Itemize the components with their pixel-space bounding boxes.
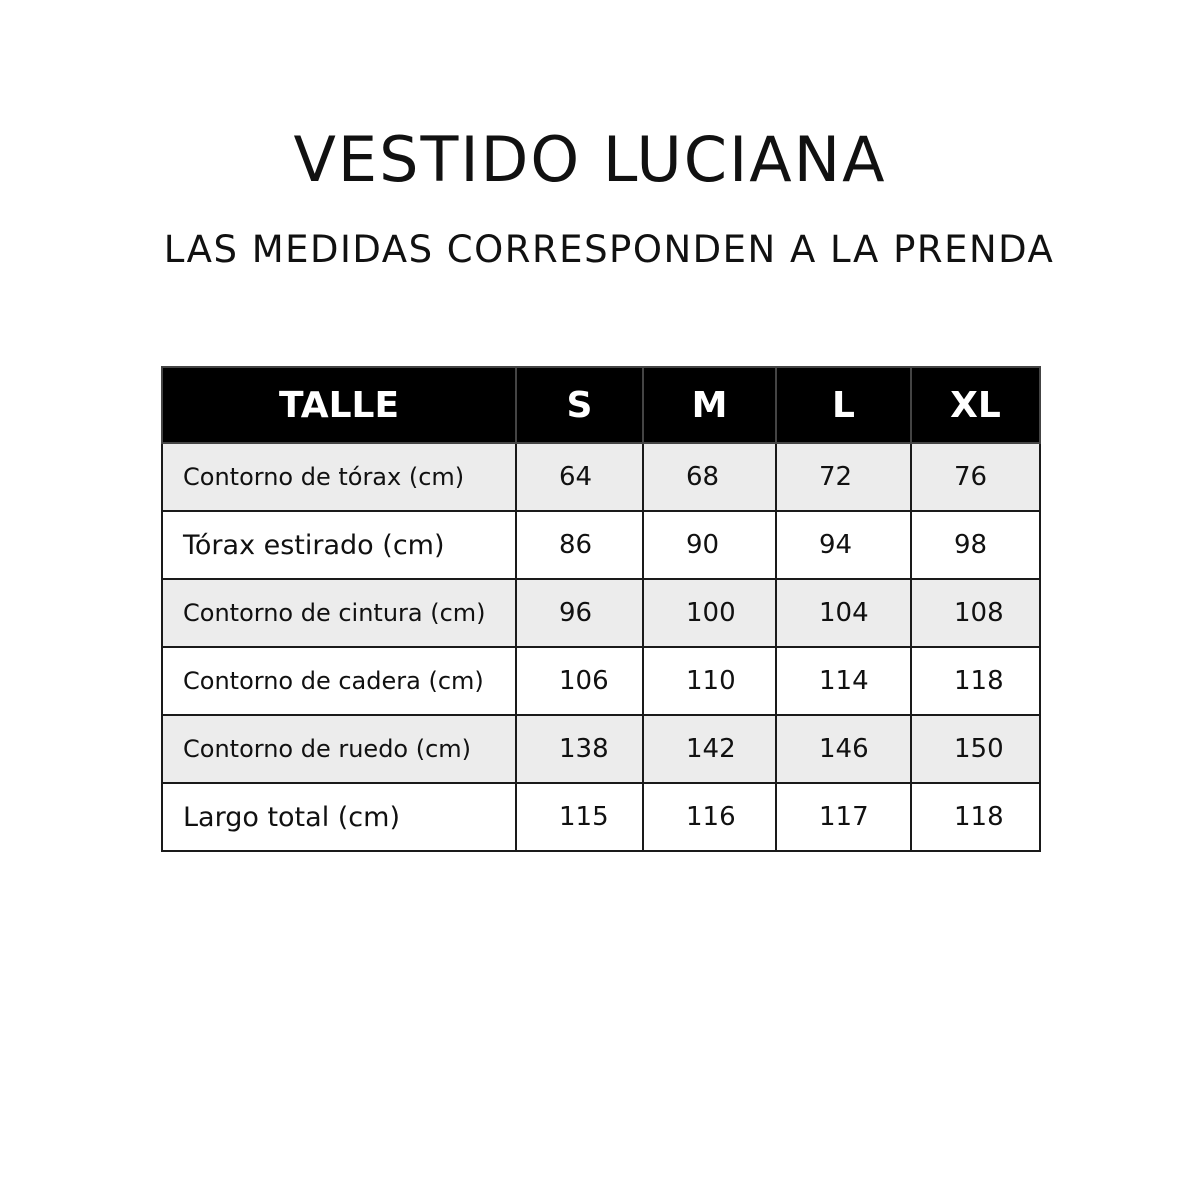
measurement-label: Contorno de cintura (cm) (162, 579, 516, 647)
measurement-value: 94 (776, 511, 911, 579)
table-header-row (162, 367, 1040, 443)
table-row (162, 783, 1040, 851)
table-row (162, 443, 1040, 511)
measurement-value: 142 (643, 715, 776, 783)
measurement-value: 64 (516, 443, 643, 511)
header-size-m: M (643, 367, 776, 443)
measurement-value: 106 (516, 647, 643, 715)
measurement-value: 104 (776, 579, 911, 647)
measurement-label: Contorno de cadera (cm) (162, 647, 516, 715)
header-size-l: L (776, 367, 911, 443)
measurement-value: 108 (911, 579, 1040, 647)
measurement-value: 90 (643, 511, 776, 579)
measurement-value: 117 (776, 783, 911, 851)
table-row (162, 579, 1040, 647)
measurement-value: 118 (911, 647, 1040, 715)
measurement-value: 68 (643, 443, 776, 511)
measurement-label: Tórax estirado (cm) (162, 511, 516, 579)
measurement-value: 72 (776, 443, 911, 511)
measurement-value: 150 (911, 715, 1040, 783)
header-size-xl: XL (911, 367, 1040, 443)
measurement-value: 146 (776, 715, 911, 783)
page-title: VESTIDO LUCIANA (293, 123, 887, 196)
table-row (162, 511, 1040, 579)
size-chart-table (161, 366, 1041, 852)
measurement-value: 115 (516, 783, 643, 851)
header-talle: TALLE (162, 367, 516, 443)
table-row (162, 715, 1040, 783)
measurement-value: 114 (776, 647, 911, 715)
measurement-value: 118 (911, 783, 1040, 851)
page-subtitle: LAS MEDIDAS CORRESPONDEN A LA PRENDA (163, 228, 1055, 271)
measurement-value: 98 (911, 511, 1040, 579)
table-row (162, 647, 1040, 715)
measurement-label: Largo total (cm) (162, 783, 516, 851)
header-size-s: S (516, 367, 643, 443)
measurement-value: 138 (516, 715, 643, 783)
measurement-value: 110 (643, 647, 776, 715)
measurement-value: 100 (643, 579, 776, 647)
measurement-value: 116 (643, 783, 776, 851)
measurement-label: Contorno de tórax (cm) (162, 443, 516, 511)
measurement-value: 86 (516, 511, 643, 579)
measurement-label: Contorno de ruedo (cm) (162, 715, 516, 783)
measurement-value: 76 (911, 443, 1040, 511)
measurement-value: 96 (516, 579, 643, 647)
